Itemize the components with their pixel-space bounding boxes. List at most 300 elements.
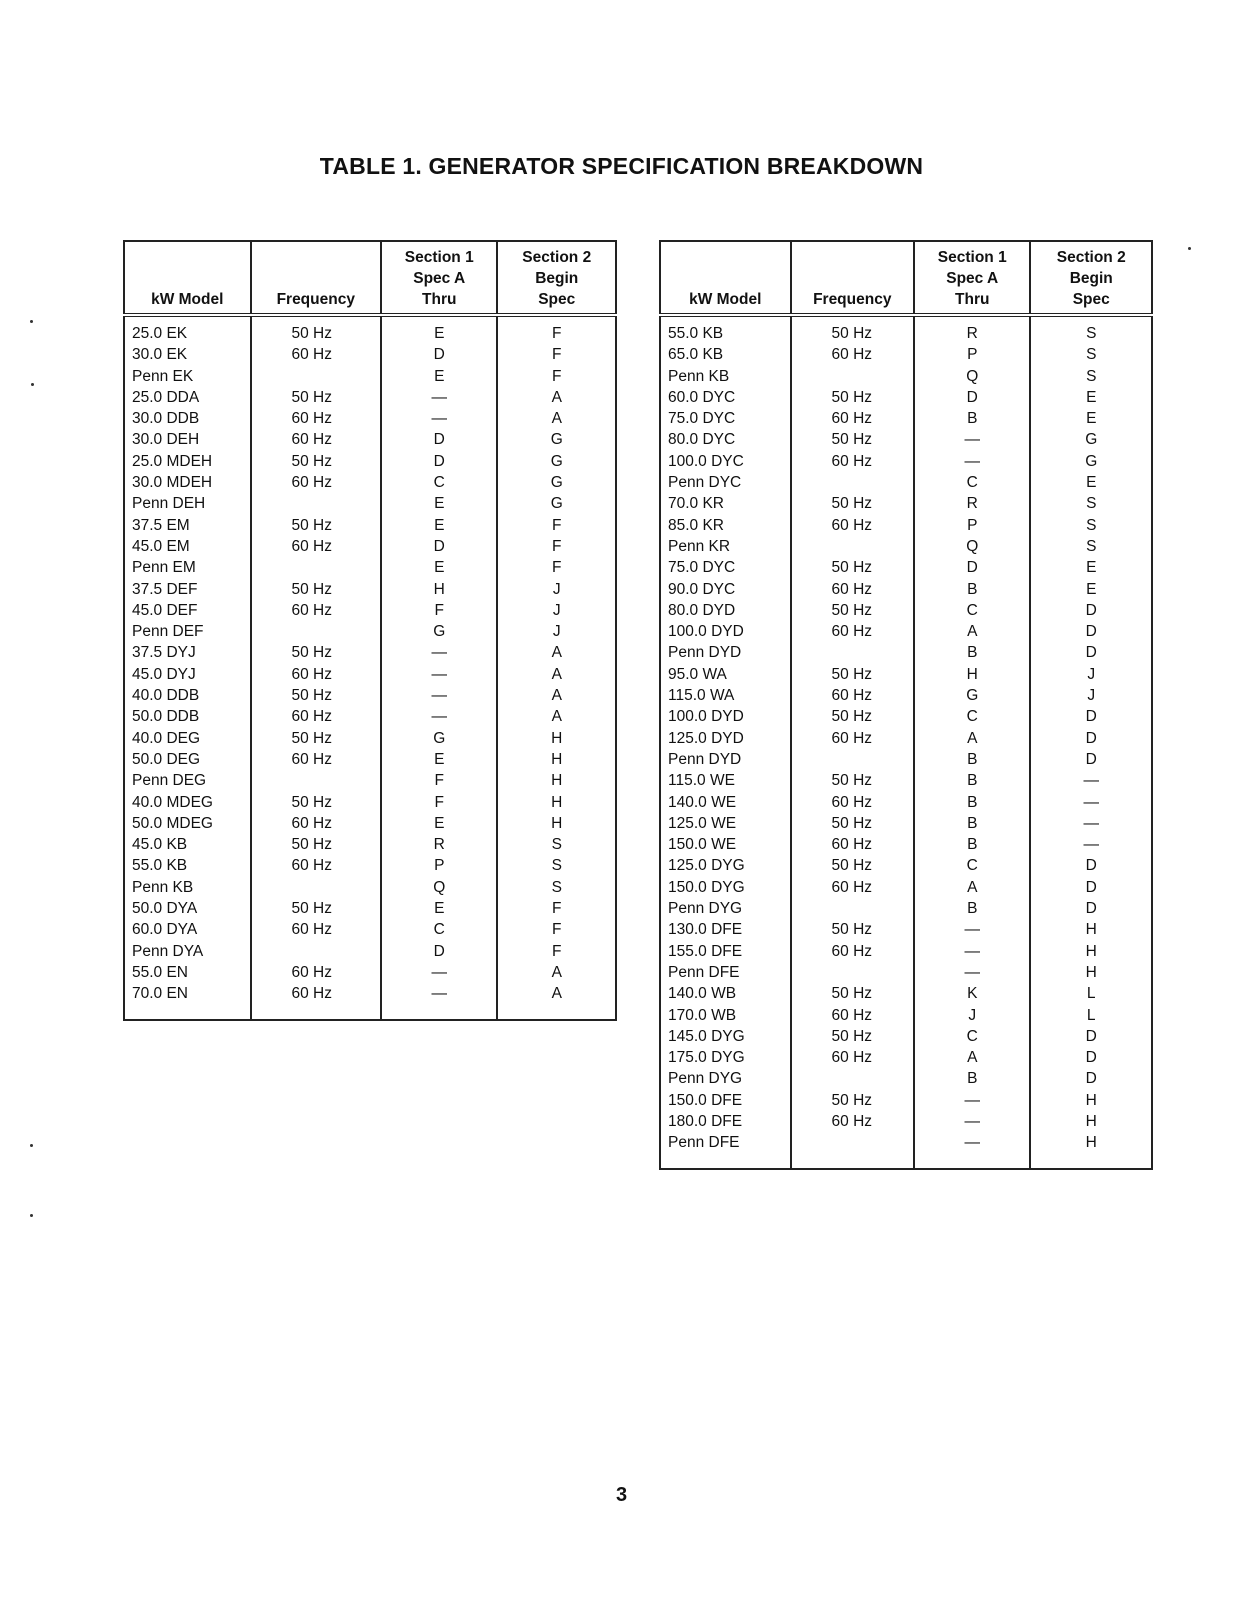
cell-frequency [251, 366, 382, 387]
header-section-2-line2: Begin [535, 270, 579, 287]
cell-section-1: — [914, 1111, 1030, 1132]
header-frequency: Frequency [791, 241, 915, 315]
cell-kw-model: Penn EM [124, 557, 251, 578]
table-body-left [124, 315, 616, 1020]
cell-kw-model: 70.0 KR [660, 493, 791, 514]
cell-section-2: H [1085, 1091, 1097, 1109]
cell-frequency: 60 Hz [251, 706, 382, 727]
table-row [124, 983, 616, 1004]
cell-kw-model: 80.0 DYD [660, 600, 791, 621]
cell-section-2: — [1083, 793, 1099, 811]
cell-section-2: F [552, 537, 562, 555]
page-title: TABLE 1. GENERATOR SPECIFICATION BREAKDOWN [319, 153, 924, 179]
cell-frequency: 50 Hz [791, 429, 915, 450]
table-row [124, 515, 616, 536]
cell-section-2: D [1085, 644, 1097, 662]
table-header-row [660, 241, 1152, 315]
cell-section-2: F [552, 921, 562, 939]
cell-section-2: — [1083, 836, 1099, 854]
table-row [660, 706, 1152, 727]
cell-section-2: D [1085, 729, 1097, 747]
table-row [660, 855, 1152, 876]
table-row [124, 642, 616, 663]
cell-section-1: D [381, 429, 497, 450]
cell-kw-model: Penn KB [660, 366, 791, 387]
cell-section-1: Q [381, 877, 497, 898]
table-row [660, 792, 1152, 813]
cell-frequency: 60 Hz [791, 579, 915, 600]
cell-section-1: C [914, 472, 1030, 493]
empty-cell [914, 1154, 1030, 1169]
table-row [124, 706, 616, 727]
cell-section-1: Q [914, 366, 1030, 387]
cell-section-1: — [914, 962, 1030, 983]
cell-section-1: B [914, 813, 1030, 834]
cell-frequency [791, 1132, 915, 1153]
cell-kw-model: 25.0 DDA [124, 387, 251, 408]
table-row [124, 834, 616, 855]
cell-kw-model: 40.0 MDEG [124, 792, 251, 813]
cell-section-2: A [551, 665, 562, 683]
header-section-2-line2: Begin [1069, 270, 1113, 287]
cell-frequency: 50 Hz [791, 1026, 915, 1047]
cell-section-2: A [551, 963, 562, 981]
table-row [124, 855, 616, 876]
cell-frequency: 50 Hz [251, 685, 382, 706]
cell-section-1: Q [914, 536, 1030, 557]
cell-section-1: K [914, 983, 1030, 1004]
cell-section-2: J [1087, 665, 1096, 683]
cell-frequency: 60 Hz [791, 408, 915, 429]
cell-kw-model: 70.0 EN [124, 983, 251, 1004]
table-row [124, 600, 616, 621]
cell-frequency: 60 Hz [791, 834, 915, 855]
cell-kw-model: 37.5 DYJ [124, 642, 251, 663]
cell-section-2: D [1085, 1049, 1097, 1067]
page-number: 3 [615, 1484, 628, 1506]
cell-kw-model: 25.0 EK [124, 315, 251, 344]
cell-kw-model: 125.0 DYD [660, 728, 791, 749]
cell-section-2: H [1085, 1134, 1097, 1152]
cell-kw-model: 95.0 WA [660, 664, 791, 685]
cell-section-2: H [551, 793, 563, 811]
table-row [660, 1090, 1152, 1111]
table-row [660, 813, 1152, 834]
cell-section-1: — [381, 642, 497, 663]
cell-frequency [251, 877, 382, 898]
cell-frequency [791, 1068, 915, 1089]
cell-section-2: E [1086, 580, 1097, 598]
table-bottom-padding [124, 1005, 616, 1020]
table-row [660, 1111, 1152, 1132]
cell-section-1: A [914, 1047, 1030, 1068]
cell-frequency: 60 Hz [251, 600, 382, 621]
table-row [660, 451, 1152, 472]
cell-kw-model: 40.0 DDB [124, 685, 251, 706]
header-section-1-line2: Spec A [413, 270, 466, 287]
cell-frequency: 50 Hz [791, 600, 915, 621]
cell-section-2: J [552, 580, 561, 598]
cell-kw-model: 115.0 WA [660, 685, 791, 706]
cell-frequency: 50 Hz [251, 728, 382, 749]
cell-kw-model: 30.0 MDEH [124, 472, 251, 493]
cell-kw-model: 30.0 DEH [124, 429, 251, 450]
header-section-2-line3: Spec [538, 291, 576, 308]
table-row [660, 600, 1152, 621]
cell-section-2: D [1085, 1027, 1097, 1045]
cell-kw-model: 155.0 DFE [660, 941, 791, 962]
table-row [660, 749, 1152, 770]
cell-section-1: C [914, 706, 1030, 727]
table-row [660, 983, 1152, 1004]
cell-section-1: B [914, 834, 1030, 855]
cell-kw-model: 37.5 DEF [124, 579, 251, 600]
cell-section-1: E [381, 557, 497, 578]
table-row [660, 387, 1152, 408]
cell-section-1: B [914, 1068, 1030, 1089]
cell-kw-model: 50.0 DEG [124, 749, 251, 770]
cell-section-2: D [1085, 601, 1097, 619]
empty-cell [381, 1005, 497, 1020]
cell-kw-model: 55.0 KB [660, 315, 791, 344]
cell-section-2: S [1086, 325, 1097, 342]
cell-section-1: — [914, 1090, 1030, 1111]
table-row [124, 579, 616, 600]
cell-section-2: G [550, 495, 563, 513]
cell-kw-model: 45.0 KB [124, 834, 251, 855]
cell-kw-model: 50.0 DDB [124, 706, 251, 727]
cell-section-2: A [551, 410, 562, 428]
cell-section-1: D [914, 557, 1030, 578]
cell-section-1: F [381, 792, 497, 813]
table-row [660, 344, 1152, 365]
cell-section-2: A [551, 388, 562, 406]
cell-section-2: S [551, 857, 562, 875]
cell-section-2: F [552, 367, 562, 385]
cell-section-2: — [1083, 814, 1099, 832]
cell-section-2: E [1086, 559, 1097, 577]
cell-section-1: — [914, 919, 1030, 940]
table-row [660, 408, 1152, 429]
table-row [660, 728, 1152, 749]
cell-kw-model: 125.0 WE [660, 813, 791, 834]
table-row [124, 366, 616, 387]
cell-section-2: D [1085, 1070, 1097, 1088]
cell-section-1: G [381, 621, 497, 642]
cell-frequency [251, 557, 382, 578]
cell-section-2: S [1086, 367, 1097, 385]
cell-kw-model: 145.0 DYG [660, 1026, 791, 1047]
header-section-1-line2: Spec A [946, 270, 999, 287]
cell-section-1: — [914, 1132, 1030, 1153]
cell-section-2: D [1085, 878, 1097, 896]
cell-kw-model: Penn DYG [660, 898, 791, 919]
cell-frequency: 60 Hz [791, 941, 915, 962]
cell-frequency [251, 941, 382, 962]
cell-section-2: S [1086, 346, 1097, 364]
cell-section-2: D [1085, 857, 1097, 875]
cell-frequency [791, 962, 915, 983]
cell-section-1: E [381, 898, 497, 919]
cell-frequency: 50 Hz [251, 642, 382, 663]
table-row [124, 408, 616, 429]
cell-frequency: 50 Hz [791, 855, 915, 876]
cell-kw-model: Penn KB [124, 877, 251, 898]
cell-frequency: 60 Hz [791, 877, 915, 898]
cell-section-2: F [552, 516, 562, 534]
cell-section-2: F [552, 325, 562, 342]
cell-kw-model: 140.0 WB [660, 983, 791, 1004]
cell-frequency: 60 Hz [251, 855, 382, 876]
table-row [660, 1068, 1152, 1089]
cell-section-1: P [381, 855, 497, 876]
table-row [660, 472, 1152, 493]
cell-kw-model: Penn DFE [660, 1132, 791, 1153]
cell-section-1: J [914, 1005, 1030, 1026]
scan-speck [31, 383, 34, 386]
table-row [124, 536, 616, 557]
cell-kw-model: 37.5 EM [124, 515, 251, 536]
cell-kw-model: Penn DYA [124, 941, 251, 962]
cell-section-1: E [381, 813, 497, 834]
cell-section-1: D [381, 344, 497, 365]
cell-section-2: — [1083, 772, 1099, 790]
cell-kw-model: 75.0 DYC [660, 557, 791, 578]
cell-section-2: E [1086, 388, 1097, 406]
cell-section-1: E [381, 515, 497, 536]
cell-kw-model: 125.0 DYG [660, 855, 791, 876]
table-row [124, 877, 616, 898]
cell-frequency: 60 Hz [251, 344, 382, 365]
cell-section-1: B [914, 408, 1030, 429]
cell-frequency: 50 Hz [251, 898, 382, 919]
table-header-row [124, 241, 616, 315]
header-section-2-line3: Spec [1072, 291, 1110, 308]
cell-section-1: P [914, 344, 1030, 365]
table-row [660, 1047, 1152, 1068]
cell-frequency: 60 Hz [791, 1005, 915, 1026]
cell-kw-model: 85.0 KR [660, 515, 791, 536]
cell-section-1: — [381, 962, 497, 983]
table-row [660, 962, 1152, 983]
cell-frequency: 60 Hz [791, 1111, 915, 1132]
table-row [124, 621, 616, 642]
cell-frequency: 60 Hz [251, 749, 382, 770]
cell-section-1: P [914, 515, 1030, 536]
cell-section-2: H [551, 750, 563, 768]
empty-cell [660, 1154, 791, 1169]
scan-speck [1188, 247, 1191, 250]
cell-section-1: C [914, 855, 1030, 876]
cell-frequency [251, 770, 382, 791]
cell-section-1: — [381, 685, 497, 706]
cell-section-2: G [550, 474, 563, 492]
cell-frequency [791, 472, 915, 493]
cell-kw-model: 100.0 DYC [660, 451, 791, 472]
scan-speck [30, 320, 33, 323]
cell-kw-model: 45.0 EM [124, 536, 251, 557]
cell-kw-model: 115.0 WE [660, 770, 791, 791]
cell-section-2: D [1085, 623, 1097, 641]
table-row [124, 792, 616, 813]
cell-kw-model: 65.0 KB [660, 344, 791, 365]
cell-kw-model: 45.0 DYJ [124, 664, 251, 685]
header-section-1 [381, 241, 497, 315]
cell-kw-model: 90.0 DYC [660, 579, 791, 600]
header-section-1-line3: Thru [955, 291, 990, 308]
cell-frequency: 60 Hz [791, 1047, 915, 1068]
cell-section-1: B [914, 792, 1030, 813]
cell-kw-model: 60.0 DYA [124, 919, 251, 940]
cell-section-1: — [381, 664, 497, 685]
header-kw-model: kW Model [660, 241, 791, 315]
table-row [124, 813, 616, 834]
cell-frequency [251, 493, 382, 514]
cell-kw-model: 60.0 DYC [660, 387, 791, 408]
cell-section-2: A [551, 708, 562, 726]
cell-section-2: A [551, 644, 562, 662]
cell-kw-model: Penn DFE [660, 962, 791, 983]
table-row [124, 919, 616, 940]
table-row [660, 1132, 1152, 1153]
table-body-right [660, 315, 1152, 1169]
cell-section-1: G [381, 728, 497, 749]
cell-section-1: E [381, 366, 497, 387]
cell-section-1: E [381, 493, 497, 514]
table-row [124, 941, 616, 962]
cell-frequency: 50 Hz [791, 919, 915, 940]
cell-section-2: G [550, 452, 563, 470]
cell-frequency: 60 Hz [791, 792, 915, 813]
table-row [660, 685, 1152, 706]
table-row [124, 557, 616, 578]
cell-section-1: C [914, 1026, 1030, 1047]
table-row [124, 315, 616, 344]
cell-frequency: 50 Hz [791, 664, 915, 685]
cell-section-1: — [914, 941, 1030, 962]
cell-kw-model: 180.0 DFE [660, 1111, 791, 1132]
header-frequency: Frequency [251, 241, 382, 315]
cell-section-2: S [551, 878, 562, 896]
cell-kw-model: 50.0 DYA [124, 898, 251, 919]
empty-cell [1030, 1154, 1152, 1169]
cell-section-1: C [381, 472, 497, 493]
cell-section-2: L [1086, 1006, 1096, 1024]
cell-section-1: B [914, 749, 1030, 770]
cell-frequency: 50 Hz [791, 813, 915, 834]
cell-kw-model: Penn DEF [124, 621, 251, 642]
cell-frequency: 50 Hz [791, 1090, 915, 1111]
cell-section-2: F [552, 346, 562, 364]
cell-section-1: R [914, 493, 1030, 514]
cell-kw-model: Penn DYG [660, 1068, 791, 1089]
header-section-2 [1030, 241, 1152, 315]
table-row [660, 898, 1152, 919]
header-section-2-line1: Section 2 [522, 249, 592, 266]
table-row [660, 621, 1152, 642]
cell-kw-model: 40.0 DEG [124, 728, 251, 749]
empty-cell [791, 1154, 915, 1169]
cell-section-1: E [381, 749, 497, 770]
table-row [660, 1005, 1152, 1026]
cell-section-2: E [1086, 474, 1097, 492]
cell-frequency [251, 621, 382, 642]
cell-frequency: 50 Hz [791, 315, 915, 344]
header-section-1-line3: Thru [422, 291, 457, 308]
table-row [660, 877, 1152, 898]
table-row [124, 685, 616, 706]
cell-section-2: E [1086, 410, 1097, 428]
cell-section-2: J [552, 601, 561, 619]
cell-section-1: H [914, 664, 1030, 685]
cell-kw-model: 150.0 DYG [660, 877, 791, 898]
table-row [660, 366, 1152, 387]
cell-kw-model: 50.0 MDEG [124, 813, 251, 834]
table-row [124, 962, 616, 983]
table-row [660, 642, 1152, 663]
cell-section-1: B [914, 770, 1030, 791]
table-row [660, 579, 1152, 600]
cell-section-2: D [1085, 708, 1097, 726]
cell-frequency: 60 Hz [791, 621, 915, 642]
cell-kw-model: 170.0 WB [660, 1005, 791, 1026]
header-section-2 [497, 241, 616, 315]
cell-section-1: E [381, 315, 497, 344]
cell-kw-model: 175.0 DYG [660, 1047, 791, 1068]
cell-kw-model: Penn KR [660, 536, 791, 557]
spec-table-right [659, 240, 1153, 1170]
cell-frequency [791, 642, 915, 663]
table-row [124, 451, 616, 472]
cell-frequency: 60 Hz [791, 515, 915, 536]
cell-section-2: S [1086, 537, 1097, 555]
cell-frequency: 60 Hz [791, 728, 915, 749]
cell-frequency: 60 Hz [251, 429, 382, 450]
table-row [124, 770, 616, 791]
cell-section-1: — [381, 387, 497, 408]
cell-section-1: R [914, 315, 1030, 344]
table-row [660, 493, 1152, 514]
cell-section-1: R [381, 834, 497, 855]
cell-frequency: 50 Hz [251, 515, 382, 536]
cell-frequency: 60 Hz [791, 344, 915, 365]
table-row [660, 515, 1152, 536]
cell-kw-model: 55.0 EN [124, 962, 251, 983]
scan-speck [30, 1214, 33, 1217]
header-section-2-line1: Section 2 [1056, 249, 1126, 266]
cell-kw-model: Penn DYC [660, 472, 791, 493]
cell-kw-model: Penn DEH [124, 493, 251, 514]
cell-section-1: — [914, 451, 1030, 472]
cell-kw-model: 150.0 WE [660, 834, 791, 855]
cell-section-1: F [381, 770, 497, 791]
cell-section-2: D [1085, 750, 1097, 768]
cell-section-2: J [552, 623, 561, 641]
cell-section-2: F [552, 900, 562, 918]
cell-frequency: 50 Hz [791, 770, 915, 791]
empty-cell [497, 1005, 616, 1020]
cell-frequency: 50 Hz [791, 706, 915, 727]
cell-frequency: 50 Hz [791, 493, 915, 514]
cell-frequency [791, 898, 915, 919]
cell-section-1: C [914, 600, 1030, 621]
cell-frequency: 60 Hz [251, 919, 382, 940]
cell-section-2: F [552, 559, 562, 577]
table-row [124, 493, 616, 514]
empty-cell [251, 1005, 382, 1020]
cell-frequency [791, 536, 915, 557]
cell-frequency [791, 366, 915, 387]
